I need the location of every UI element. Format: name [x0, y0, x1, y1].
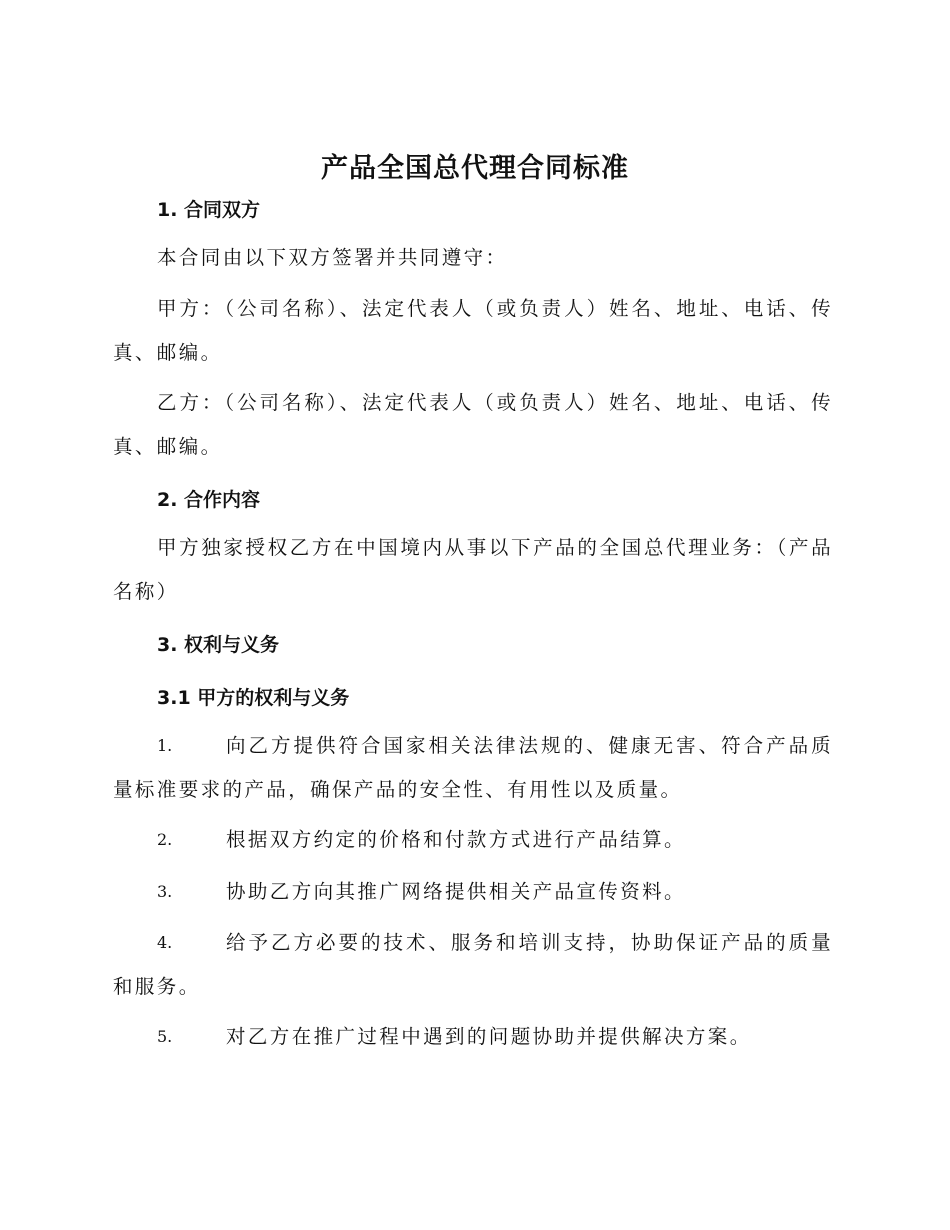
- list-item: [113, 1015, 833, 1059]
- section-3-1-heading: 3.1 甲方的权利与义务: [157, 687, 350, 709]
- section-2-body: 甲方独家授权乙方在中国境内从事以下产品的全国总代理业务：（产品名称）: [113, 536, 833, 603]
- list-item-number: 3.: [157, 882, 173, 901]
- list-item-number: 5.: [157, 1027, 173, 1046]
- party-b-paragraph: 乙方：（公司名称）、法定代表人（或负责人）姓名、地址、电话、传真、邮编。: [113, 391, 833, 458]
- section-1-intro: 本合同由以下双方签署并共同遵守：: [157, 246, 508, 269]
- section-3-heading: 3. 权利与义务: [157, 634, 280, 656]
- list-item-number: 4.: [157, 933, 173, 952]
- list-item-text: 协助乙方向其推广网络提供相关产品宣传资料。: [226, 880, 686, 903]
- list-item-number: 2.: [157, 830, 173, 849]
- list-item-text: 根据双方约定的价格和付款方式进行产品结算。: [226, 828, 686, 851]
- list-item: [113, 724, 833, 812]
- list-item: [113, 870, 833, 914]
- list-item: [113, 818, 833, 862]
- party-a-paragraph: 甲方：（公司名称）、法定代表人（或负责人）姓名、地址、电话、传真、邮编。: [113, 297, 833, 364]
- section-1-heading: 1. 合同双方: [157, 199, 261, 221]
- document-title: 产品全国总代理合同标准: [321, 153, 629, 184]
- list-item-number: 1.: [157, 736, 173, 755]
- section-2-heading: 2. 合作内容: [157, 489, 261, 511]
- list-item: [113, 921, 833, 1009]
- list-item-text: 给予乙方必要的技术、服务和培训支持，协助保证产品的质量和服务。: [113, 931, 833, 998]
- list-item-text: 对乙方在推广过程中遇到的问题协助并提供解决方案。: [226, 1025, 752, 1048]
- list-item-text: 向乙方提供符合国家相关法律法规的、健康无害、符合产品质量标准要求的产品，确保产品的安全性、有用性以及质量。: [113, 734, 833, 801]
